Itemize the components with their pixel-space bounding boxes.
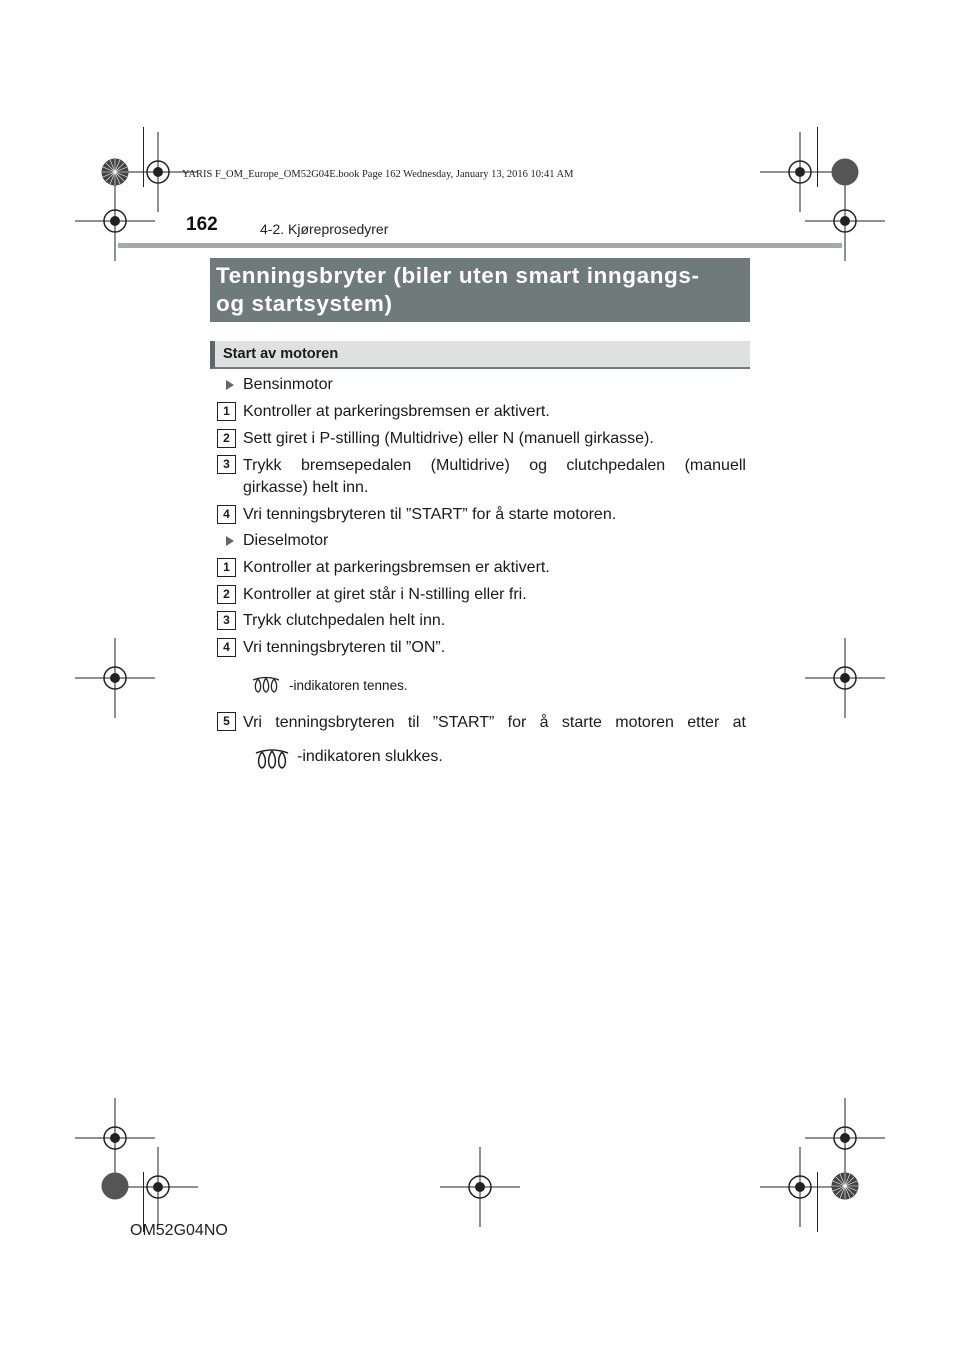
- bullet-triangle-icon: [226, 380, 234, 390]
- step-number: 4: [217, 505, 236, 524]
- registration-mark-icon: [805, 638, 885, 718]
- registration-mark-icon: [760, 132, 840, 212]
- step-number: 4: [217, 638, 236, 657]
- registration-mark-icon: [760, 1147, 840, 1227]
- glow-indicator-note: -indikatoren tennes.: [289, 678, 408, 693]
- word: å: [539, 714, 549, 731]
- subsection-bar: [210, 341, 750, 369]
- word: (Multidrive): [430, 457, 510, 474]
- document-code: OM52G04NO: [130, 1222, 228, 1239]
- step-text: Kontroller at parkeringsbremsen er aktivert.: [243, 403, 550, 420]
- bullet-triangle-icon: [226, 536, 234, 546]
- word: clutchpedalen: [566, 457, 666, 474]
- step-number: 2: [217, 585, 236, 604]
- subsection-title: Start av motoren: [223, 346, 339, 362]
- word: Vri: [243, 714, 262, 731]
- step-text-line: [243, 457, 746, 475]
- glow-plug-indicator-icon: [255, 748, 289, 770]
- step-number: 3: [217, 611, 236, 630]
- step-text-line: -indikatoren slukkes.: [297, 748, 443, 765]
- solid-disc-icon: [831, 158, 859, 186]
- word: tenningsbryteren: [275, 714, 395, 731]
- page-number: 162: [186, 214, 218, 235]
- word: for: [507, 714, 527, 731]
- section-title-bar: [210, 258, 750, 322]
- diesel-heading: Dieselmotor: [243, 532, 329, 549]
- glow-plug-indicator-icon: [252, 676, 280, 694]
- word: at: [732, 714, 746, 731]
- word: til: [407, 714, 420, 731]
- step-number: 3: [217, 455, 236, 474]
- crop-line: [817, 1172, 818, 1232]
- word: motoren: [615, 714, 674, 731]
- registration-mark-icon: [440, 1147, 520, 1227]
- step-text: Sett giret i P-stilling (Multidrive) eller N (manuell girkasse).: [243, 430, 654, 447]
- step-number: 2: [217, 429, 236, 448]
- starburst-disc-icon: [831, 1172, 859, 1200]
- step-text: Trykk clutchpedalen helt inn.: [243, 612, 446, 629]
- word: etter: [687, 714, 720, 731]
- registration-mark-icon: [75, 638, 155, 718]
- step-text: Vri tenningsbryteren til ”ON”.: [243, 639, 446, 656]
- crop-line: [143, 127, 144, 187]
- step-text: Kontroller at giret står i N-stilling eller fri.: [243, 586, 527, 603]
- word: ”START”: [432, 714, 495, 731]
- word: starte: [561, 714, 602, 731]
- step-number: 1: [217, 402, 236, 421]
- starburst-disc-icon: [101, 158, 129, 186]
- step-text: Kontroller at parkeringsbremsen er aktivert.: [243, 559, 550, 576]
- registration-mark-icon: [118, 1147, 198, 1227]
- step-number: 5: [217, 712, 236, 731]
- section-title: Tenningsbryter (biler uten smart inngangs- og startsystem): [216, 263, 700, 316]
- step-text: Vri tenningsbryteren til ”START” for å starte motoren.: [243, 506, 617, 523]
- word: Trykk: [243, 457, 282, 474]
- section-reference: 4-2. Kjøreprosedyrer: [260, 221, 389, 237]
- step-text-line: girkasse) helt inn.: [243, 479, 369, 496]
- word: og: [529, 457, 547, 474]
- step-number: 1: [217, 558, 236, 577]
- word: bremsepedalen: [300, 457, 412, 474]
- solid-disc-icon: [101, 1172, 129, 1200]
- petrol-heading: Bensinmotor: [243, 376, 333, 393]
- print-info: YARIS F_OM_Europe_OM52G04E.book Page 162 Wednesday, January 13, 2016 10:41 AM: [182, 169, 574, 180]
- crop-line: [817, 127, 818, 187]
- word: (manuell: [684, 457, 746, 474]
- header-rule: [118, 243, 842, 248]
- step-text-line: [243, 714, 746, 732]
